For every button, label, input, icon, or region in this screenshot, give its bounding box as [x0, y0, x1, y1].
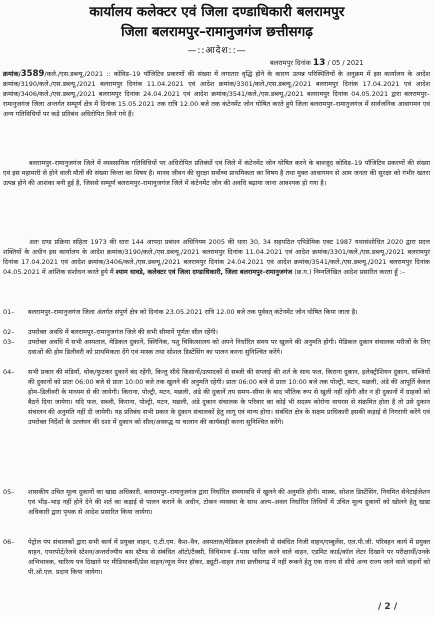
- date-prefix: बलरामपुर दिनांक: [270, 59, 311, 67]
- order-heading: —::आदेश::—: [187, 46, 247, 56]
- item-text: बलरामपुर–रामानुजगंज जिला अंतर्गत संपूर्ण क्षेत्र को दिनांक 23.05.2021 रात्रि 12.00 बजे तक पूर्ववत् कंटेनमेंट जोन घोषित किया जाता है।: [28, 308, 358, 316]
- date-day: 13: [312, 58, 326, 68]
- item-number: 03–: [3, 338, 15, 346]
- item-number: 01–: [3, 308, 15, 316]
- item-number: 06–: [3, 538, 15, 546]
- ref-text: /कले./एस.डब्ल्यू./2021 :: कोविड–19 पॉजिटिव प्रकरणों की संख्या में लगातार वृद्धि होने के कारण उत्पन्न परिस्थितियों के अनुक्रम में इस कार्यालय के आदेश क्रमांक/3190/कले./एस.डब्ल्यू./2021 बलरामपुर दिनांक 11.04.2021 एवं आदेश क्रमांक/3301/कले./एस.डब्ल्यू./2021 बलरामपुर दिनांक 17.04.2021 एवं आदेश क्रमांक/3406/कले./एस.डब्ल्यू./2021 बलरामपुर दिनांक 24.04.2021 एवं आदेश क्रमांक/3541/कले./एस.डब्ल्यू./2021 बलरामपुर दिनांक 04.05.2021 द्वारा बलरामपुर–रामानुजगंज जिला अन्तर्गत सम्पूर्ण क्षेत्र में दिनांक 15.05.2021 तक रात्रि 12.00 बजे तक कंटेनमेंट जोन घोषित करते हुये जिला बलरामपुर–रामानुजगंज में सार्वजनिक आवागमन एवं अन्य गतिविधियों पर कड़े प्रतिबंध अधिरोपित किये गये हैं।: [3, 70, 430, 118]
- item-text: सभी प्रकार की मंडियाँ, थोक/फुटकर दुकानें बंद रहेंगी, किन्तु सीधे किसानों/उत्पादकों से सब्जी की सप्लाई की शर्त के साथ फल, किराना दुकान, इलेक्ट्रीशियन दुकान, सब्जियों की दुकानों को प्रातः 06:00 बजे से प्रातः 10:00 बजे तक खुलने की अनुमति रहेगी। प्रातः 06:00 बजे से प्रातः 10:00 बजे तक पोल्ट्री, मटन, मछली, अंडे की आपूर्ति केवल होम–डिलीवरी के माध्यम से की जायेगी। किराना, पोल्ट्री, मटन, मछली, अंडे की दुकानें तय समय–सीमा के बाद भौतिक रूप से खुली नहीं रहेंगी और न ही दुकानों में ग्राहकों को बैठने दिया जायेगा। यदि फल, सब्जी, किराना, पोल्ट्री, मटन, मछली, अंडे दुकान संचालक के परिवार का कोई भी सदस्य कोरोना वायरस से संक्रमित होता है तो उसे दुकान संचालन की अनुमति नहीं दी जायेगी। यह प्रतिबंध सभी प्रकार के दुकान संचालकों हेतु लागू एवं मान्य होगा। संबंधित क्षेत्र के सक्षम प्राधिकारी इसकी कड़ाई से निगरानी करेंगे एवं उपरोक्त निर्देशों के उल्लंघन की दशा में दुकान को सील/अवरुद्ध या चालान की कार्यवाही करना सुनिश्चित करेंगे।: [28, 368, 430, 426]
- item-text: उपरोक्त अवधि में सभी अस्पताल, मेडिकल दुकानें, क्लिनिक, पशु चिकित्सालय को अपने निर्धारित समय पर खुलने की अनुमति होगी। मेडिकल दुकान संचालक मरीजों के लिए दवाओं की होम डिलीवरी को प्राथमिकता देंगे एवं मास्क तथा सोशल डिस्टेंसिंग का पालन करना सुनिश्चित करेंगे।: [28, 338, 430, 356]
- item-text: शासकीय उचित मूल्य दुकानों का खाद्य अधिकारी, बलरामपुर–रामानुजगंज द्वारा निर्धारित समयावधि में खुलने की अनुमति होगी। मास्क, सोशल डिस्टेंसिंग, नियमित सेनेटाईजेशन एवं भीड़–भाड़ नहीं होने देने की शर्त का कड़ाई से पालन कराने के अधीन, टोकन व्यवस्था के साथ अल्प–अवल निर्धारित तिथियों में उचित मूल्य दुकानों को खोलने हेतु खाद्य अधिकारी द्वारा पृथक से आदेश प्रसारित किया जायेगा।: [28, 488, 430, 516]
- collector-name: श्याम धावडे, कलेक्टर एवं जिला दण्डाधिकारी, जिला बलरामपुर–रामानुजगंज: [115, 267, 293, 276]
- item-text: पेट्रोल पंप संचालकों द्वारा सभी कार्य में प्रयुक्त वाहन, ए.टी.एम. कैश–वैन, अस्पताल/मेडिकल इमरजेन्सी से संबंधित निजी वाहन/एम्बुलेंस, एल.पी.जी. परिवहन कार्य में प्रयुक्त वाहन, एयरपोर्ट/रेलवे स्टेशन/अन्तर्राज्यीय बस स्टैण्ड से संबंधित ऑटो/टैक्सी, विधिमान्य ई–पास धारित करने वाले वाहन, एडमिट कार्ड/कॉल लेटर दिखाने पर परीक्षार्थी/उनके अभिभावक, चारित्य पत्र दिखाने पर मीडियाकर्मी/प्रेस वाहन/न्यूज पेपर हॉकर, ड्यूटी–वाहन तथा छत्तीसगढ़ में नहीं रूकने हेतु एक राज्य से सीधे अन्य राज्य जाने वाले वाहनों को पी.ओ.एल. प्रदाय किया जायेगा।: [28, 538, 430, 576]
- ref-prefix: क्रमांक/: [3, 70, 21, 78]
- authority-text: अतः दण्ड प्रक्रिया संहिता 1973 की धारा 144 आपदा प्रबंधन अधिनियम 2005 की धारा 30, 34 सहपठित एपिडेमिक एक्ट 1987 यथासंशोधित 2020 द्वारा प्रदत्त शक्तियों के अधीन इस कार्यालय के आदेश क्रमांक/3190/कले./एस.डब्ल्यू./2021 बलरामपुर दिनांक 11.04.2021 एवं आदेश क्रमांक/3301/कले./एस.डब्ल्यू./2021 बलरामपुर दिनांक 17.04.2021 एवं आदेश क्रमांक/3406/कले./एस.डब्ल्यू./2021 बलरामपुर दिनांक 24.04.2021 एवं आदेश क्रमांक/3541/कले./एस.डब्ल्यू./2021 बलरामपुर दिनांक 04.05.2021 में आंशिक संशोधन करते हुये मैं: [3, 238, 430, 276]
- item-number: 02–: [3, 328, 15, 336]
- concern-paragraph: बलरामपुर–रामानुजगंज जिले में व्यवसायिक गतिविधियों पर अधिरोपित प्रतिबंधों एवं जिले में कंटेनमेंट जोन घोषित करने के बावजूद कोविड–19 पॉजिटिव प्रकरणों की संख्या एवं इस महामारी से होने वाली मौतों की संख्या चिन्ता का विषय है। मानव जीवन की सुरक्षा सर्वोच्च प्राथमिकता का विषय है तथा मुक्त आवागमन से आम जनता की सुरक्षा को गंभीर खतरा उत्पन्न होने की आशंका बनी हुई है, जिससे सम्पूर्ण बलरामपुर–रामानुजगंज जिले में कंटेनमेंट जोन की अवधि बढ़ाया जाना आवश्यक हो गया है।: [3, 159, 430, 187]
- authority-tail: (छ.ग.) निम्नलिखित आदेश प्रसारित करता हूँ :–: [294, 267, 406, 276]
- item-text: उपरोक्त अवधि में बलरामपुर–रामानुजगंज जिले की सभी सीमायें पूर्णतः सील रहेंगी।: [28, 328, 218, 336]
- item-number: 05–: [3, 488, 15, 496]
- date-rest: / 05 / 2021: [327, 59, 364, 67]
- office-title: कार्यालय कलेक्टर एवं जिला दण्डाधिकारी बलरामपुर: [89, 4, 345, 20]
- order-date: [270, 58, 363, 68]
- page-number: / 2 /: [378, 602, 398, 612]
- reference-paragraph: [3, 70, 430, 120]
- district-title: जिला बलरामपुर–रामानुजगंज छत्तीसगढ़: [121, 24, 313, 40]
- authority-paragraph: [3, 238, 430, 278]
- item-number: 04–: [3, 368, 15, 376]
- ref-number: 3589: [20, 69, 45, 79]
